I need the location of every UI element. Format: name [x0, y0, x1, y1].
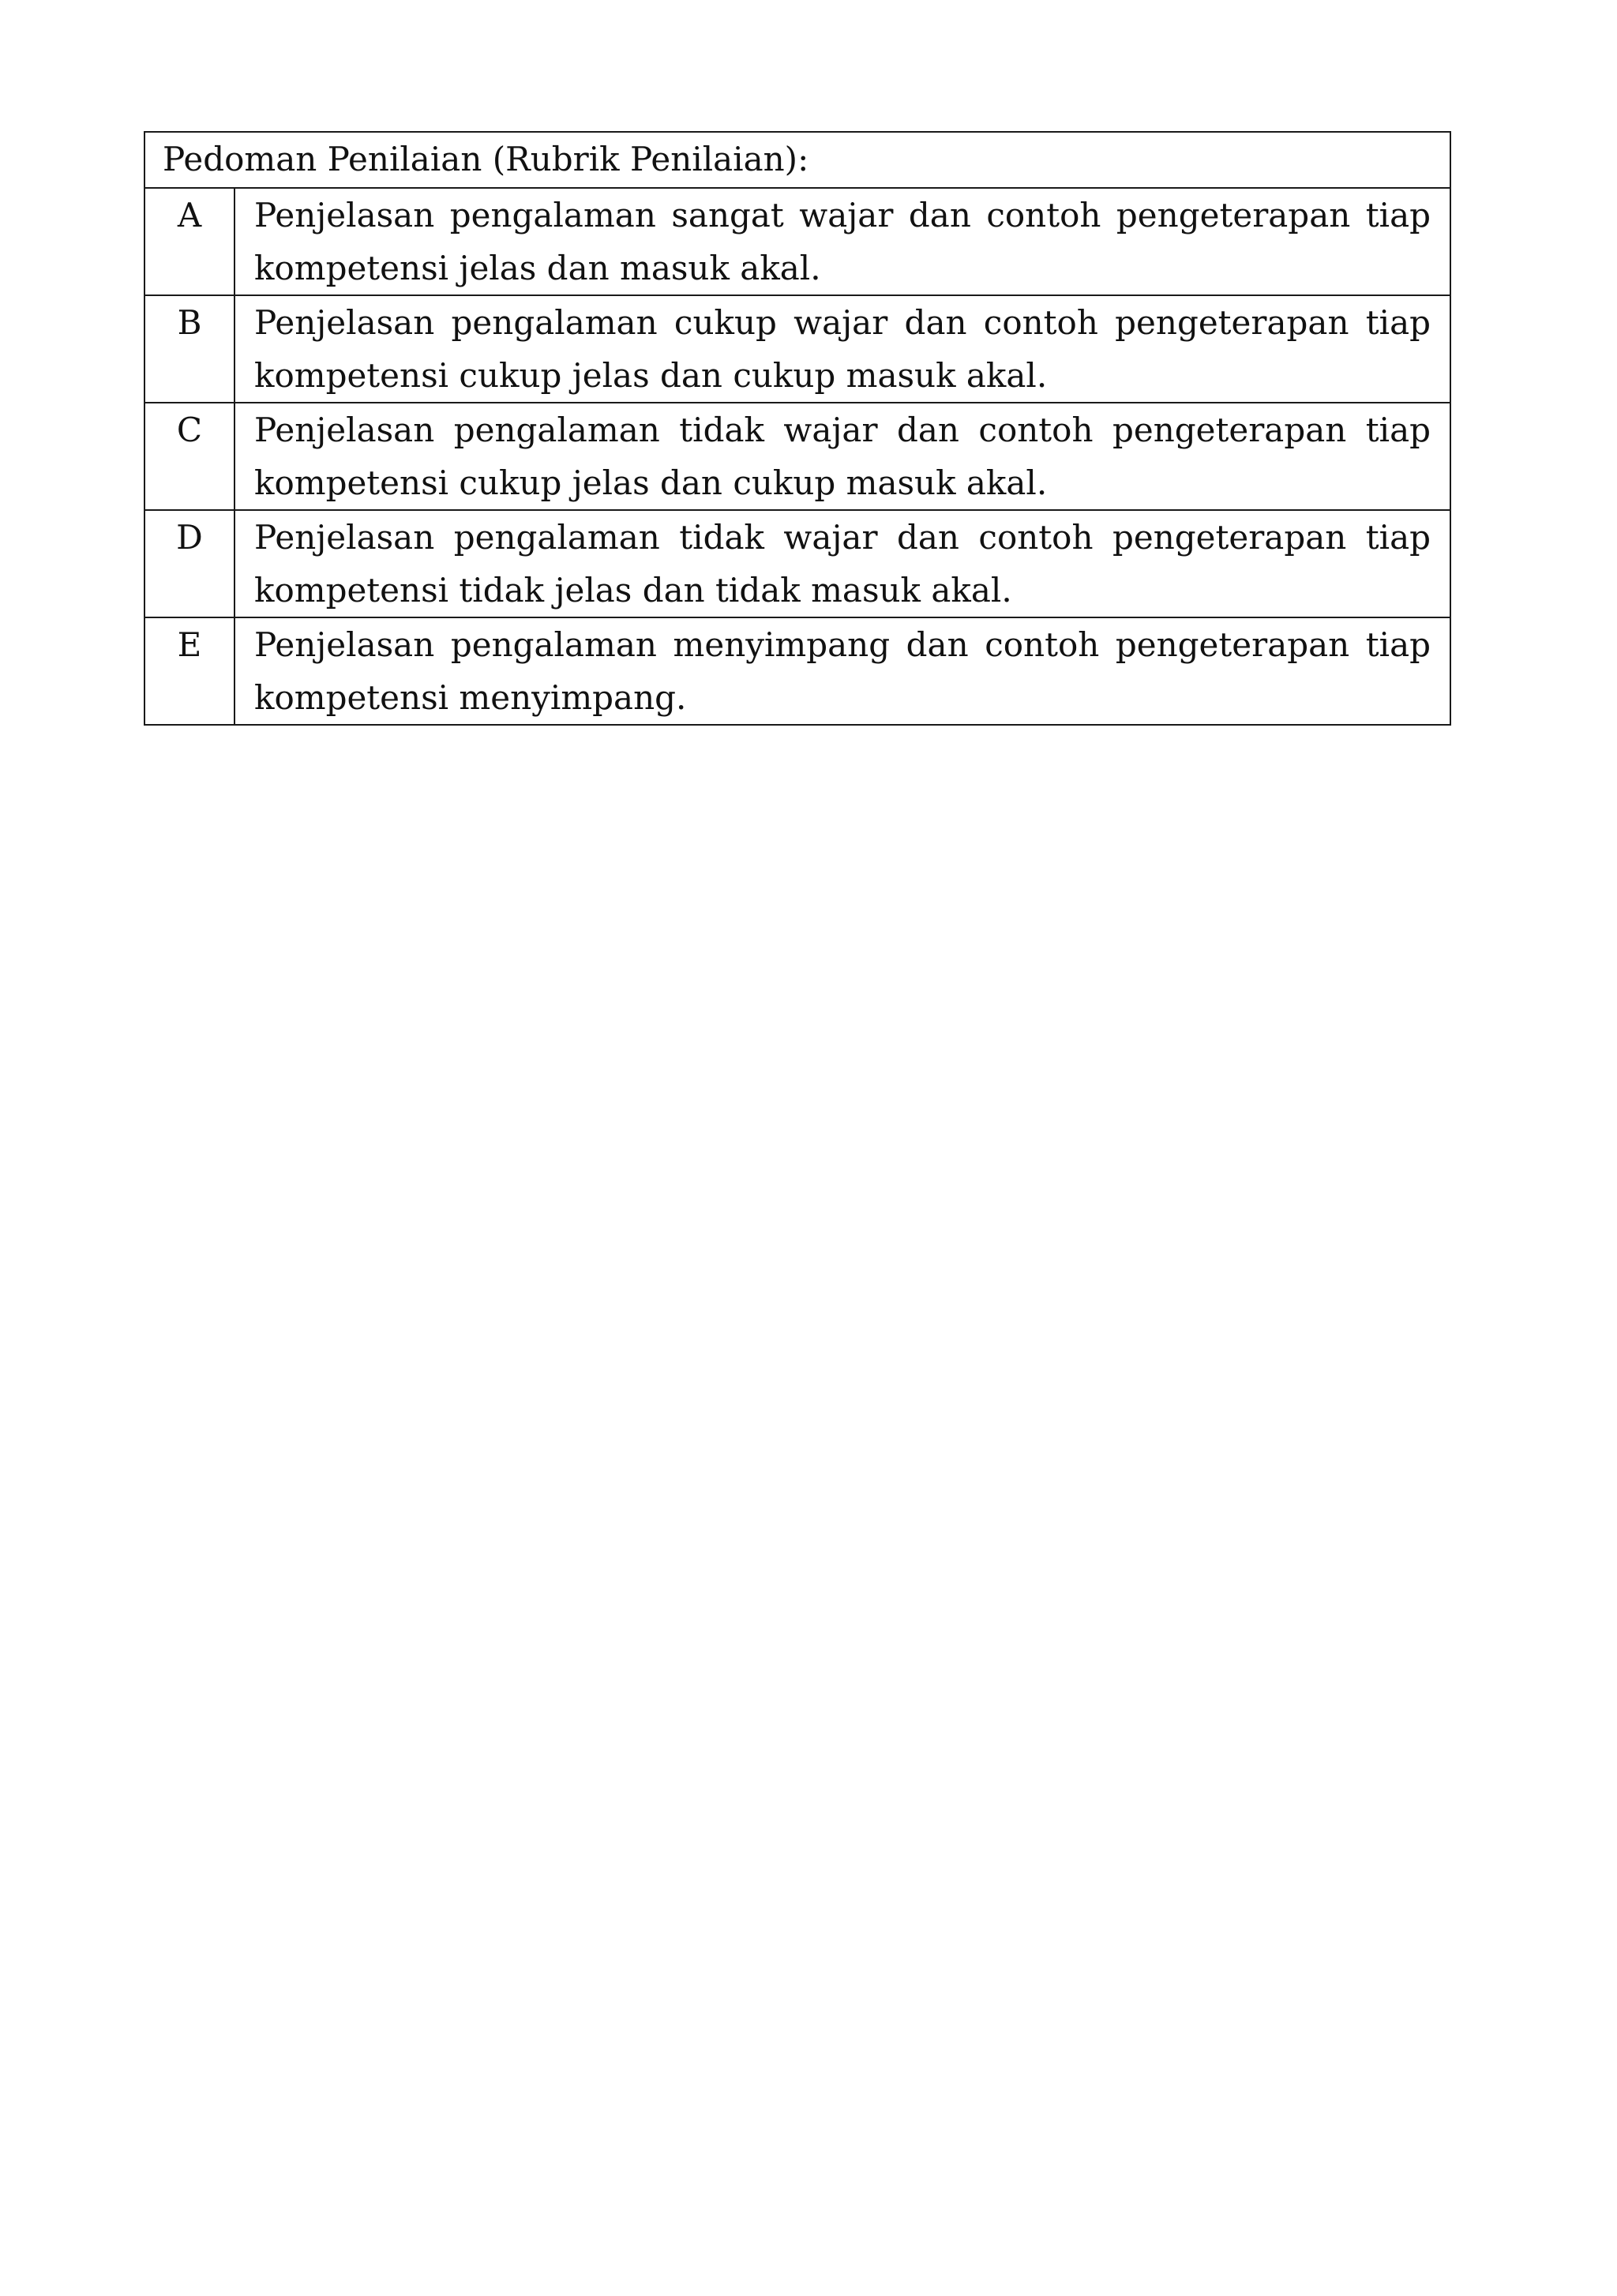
grade-description: Penjelasan pengalaman tidak wajar dan contoh pengeterapan tiap kompetensi cukup jelas dan cukup masuk akal.: [234, 403, 1450, 510]
grade-description: Penjelasan pengalaman sangat wajar dan contoh pengeterapan tiap kompetensi jelas dan masuk akal.: [234, 188, 1450, 295]
rubric-row-e: [144, 617, 1450, 725]
grade-description: Penjelasan pengalaman menyimpang dan contoh pengeterapan tiap kompetensi menyimpang.: [234, 617, 1450, 725]
rubric-header-row: [144, 132, 1450, 188]
rubric-table: [144, 131, 1451, 726]
rubric-row-a: [144, 188, 1450, 295]
grade-label: D: [144, 510, 234, 617]
rubric-row-c: [144, 403, 1450, 510]
rubric-row-d: [144, 510, 1450, 617]
grade-label: A: [144, 188, 234, 295]
grade-label: E: [144, 617, 234, 725]
grade-label: B: [144, 295, 234, 403]
rubric-row-b: [144, 295, 1450, 403]
grade-description: Penjelasan pengalaman tidak wajar dan contoh pengeterapan tiap kompetensi tidak jelas dan tidak masuk akal.: [234, 510, 1450, 617]
grade-label: C: [144, 403, 234, 510]
grade-description: Penjelasan pengalaman cukup wajar dan contoh pengeterapan tiap kompetensi cukup jelas dan cukup masuk akal.: [234, 295, 1450, 403]
rubric-title: Pedoman Penilaian (Rubrik Penilaian):: [144, 132, 1450, 188]
